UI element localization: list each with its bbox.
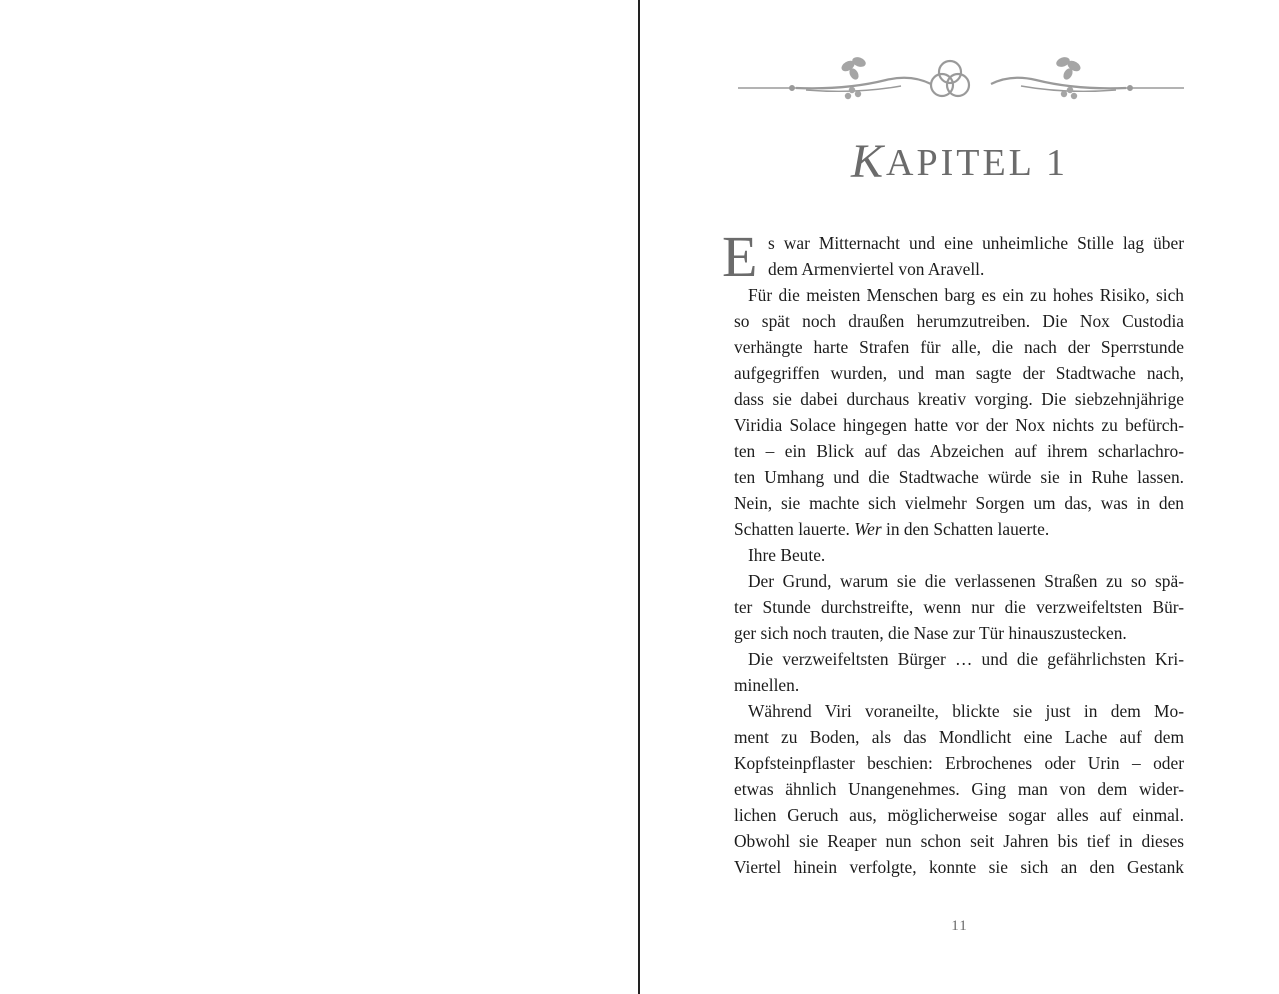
text-line: minellen. — [734, 675, 800, 695]
body-text — [722, 224, 1184, 880]
text-line: ment zu Boden, als das Mondlicht eine Lache auf dem — [734, 727, 1184, 747]
text-line: aufgegriffen wurden, und man sagte der Stadtwache nach, — [734, 363, 1184, 383]
text-line: dem Armenviertel von Aravell. — [768, 259, 985, 279]
text-line: verhängte harte Strafen für alle, die nach der Sperrstunde — [734, 337, 1184, 357]
text-fragment: Schatten lauerte. — [734, 519, 850, 539]
text-line: Der Grund, warum sie die verlassenen Straßen zu so spä- — [748, 571, 1184, 591]
text-line: Für die meisten Menschen barg es ein zu hohes Risiko, sich — [748, 285, 1184, 305]
text-line: dass sie dabei durchaus kreativ vorging. Die siebzehnjährige — [734, 389, 1184, 409]
text-line: etwas ähnlich Unangenehmes. Ging man von dem wider- — [734, 779, 1184, 799]
text-line: ter Stunde durchstreifte, wenn nur die verzweifeltsten Bür- — [734, 597, 1184, 617]
text-line: Nein, sie machte sich vielmehr Sorgen um das, was in den — [734, 493, 1184, 513]
left-page-blank — [0, 0, 638, 994]
text-line: ten Umhang und die Stadtwache würde sie in Ruhe lassen. — [734, 467, 1184, 487]
text-line — [734, 516, 1184, 542]
text-line: s war Mitternacht und eine unheimliche Stille lag über — [768, 233, 1184, 253]
text-line: so spät noch draußen herumzutreiben. Die Nox Custodia — [734, 311, 1184, 331]
chapter-title-initial: K — [851, 135, 887, 188]
text-line: Viridia Solace hingegen hatte vor der Nox nichts zu befürch- — [734, 415, 1184, 435]
text-fragment: in den Schatten lauerte. — [881, 519, 1050, 539]
right-page — [640, 0, 1279, 994]
text-line: ten – ein Blick auf das Abzeichen auf ihrem scharlachro- — [734, 441, 1184, 461]
chapter-title-rest: APITEL 1 — [886, 142, 1068, 184]
chapter-title — [640, 132, 1279, 187]
text-line: Ihre Beute. — [748, 545, 826, 565]
text-line: Kopfsteinpflaster beschien: Erbrochenes oder Urin – oder — [734, 753, 1184, 773]
text-line: Die verzweifeltsten Bürger … und die gefährlichsten Kri- — [748, 649, 1184, 669]
text-line: Obwohl sie Reaper nun schon seit Jahren bis tief in dieses — [734, 831, 1184, 851]
text-line: ger sich noch trauten, die Nase zur Tür hinauszustecken. — [734, 623, 1127, 643]
text-line: Während Viri voraneilte, blickte sie just in dem Mo- — [748, 701, 1184, 721]
drop-cap: E — [722, 224, 758, 289]
text-line: Viertel hinein verfolgte, konnte sie sich an den Gestank — [734, 857, 1184, 877]
text-italic: Wer — [854, 519, 882, 539]
text-line: lichen Geruch aus, möglicherweise sogar alles auf einmal. — [734, 805, 1184, 825]
chapter-ornament-icon — [736, 50, 1186, 104]
page-number: 11 — [951, 918, 968, 934]
